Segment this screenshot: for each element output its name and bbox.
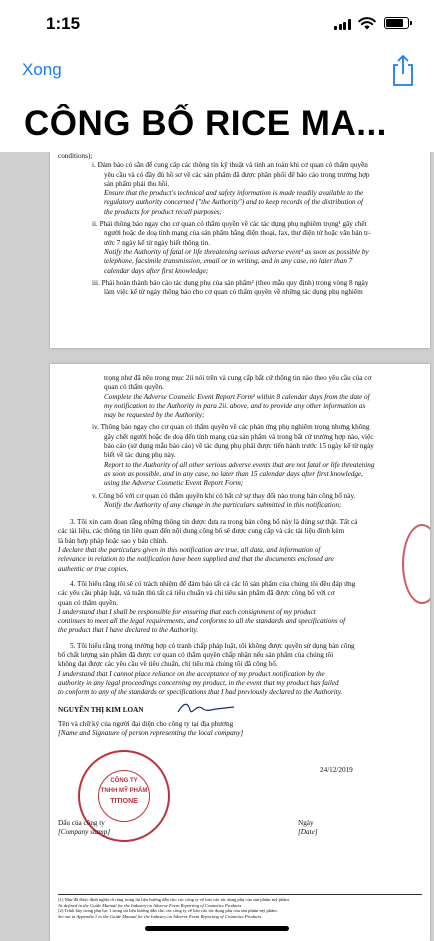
company-stamp-label: Dấu của công ty xyxy=(58,818,105,827)
document-title: CÔNG BỐ RICE MA... xyxy=(24,104,387,143)
stamp-text: TITIONE xyxy=(110,797,138,805)
clause-iii-line: iii. Phải hoàn thành báo cáo tác dụng phụ của sản phẩm² (theo mẫu quy định) trong vòng 8 ngày xyxy=(92,278,369,287)
clause-iv-line: báo cáo (sử dụng mẫu báo cáo) về tác dụng phụ phải được tiến hành trước 15 ngày kể từ ngày xyxy=(104,442,374,451)
section-5-en-line: to conform to any of the standards or specifications that I had previously declared to the Authority. xyxy=(58,688,343,697)
intro-en-line: may be requested by the Authority; xyxy=(104,411,205,420)
clause-iii-line: làm việc kể từ ngày thông báo cho cơ quan có thẩm quyền về những tác dụng phụ nghiêm xyxy=(104,288,363,297)
clause-v-en-line: Notify the Authority of any change in the particulars submitted in this notification; xyxy=(104,500,342,509)
document-page-2 xyxy=(50,364,430,941)
clause-ii-en-line: telephone, facsimile transmission, email or in writing, and in any case, no later than 7 xyxy=(104,257,353,266)
stamp-text: TNHH MỸ PHẨM xyxy=(100,787,148,794)
share-icon[interactable] xyxy=(390,54,416,88)
section-3-line: 3. Tôi xin cam đoan rằng những thông tin được đưa ra trong bản công bố này là đúng sự thật. Tất cả xyxy=(70,518,358,527)
document-viewer[interactable] xyxy=(0,152,434,941)
footnote-line: (1) Như đã được định nghĩa rõ ràng trong tài liệu hướng dẫn cho các công ty về báo cáo tác dụng phụ của sản phẩm mỹ phẩm. xyxy=(58,897,290,902)
clause-ii-en-line: Notify the Authority of fatal or life threatening serious adverse event¹ as soon as possible by xyxy=(104,247,369,256)
section-5-en-line: I understand that I cannot place reliance on the acceptance of my product notification by the xyxy=(58,669,325,678)
clause-iv-line: biết về tác dụng phụ này. xyxy=(104,451,176,460)
date-label: Ngày xyxy=(298,818,314,827)
done-button[interactable]: Xong xyxy=(22,60,62,79)
clause-ii-line: ii. Phải thông báo ngay cho cơ quan có thẩm quyền về các tác dụng phụ nghiêm trọng¹ gây chết xyxy=(92,220,367,229)
signer-name: NGUYỄN THỊ KIM LOAN xyxy=(58,705,144,714)
footnote-line: Set out in Appendix 1 to the Guide Manual for the Industry on Adverse Event Reporting of Cosmetics Products. xyxy=(58,913,263,919)
section-3-en-line: authentic or true copies. xyxy=(58,564,129,573)
wifi-icon xyxy=(358,16,376,30)
footnote-line: As defined in the Guide Manual for the Industry on Adverse Event Reporting of Cosmetics Products. xyxy=(58,902,243,908)
signer-label: Tên và chữ ký của người đại diện cho công ty tại địa phương xyxy=(58,719,234,728)
section-4-line: quan có thẩm quyền. xyxy=(58,598,118,607)
clause-ii-line: ước 7 ngày kể từ ngày biết thông tin. xyxy=(104,238,211,247)
clause-ii-en-line: calendar days after first knowledge; xyxy=(104,266,209,275)
clause-i-en-line: regulatory authority concerned ("the Authority") and to keep records of the distribution of xyxy=(104,198,364,207)
company-stamp-label-en: [Company stamp] xyxy=(58,827,111,836)
battery-level xyxy=(386,19,403,27)
clause-iv-en-line: Report to the Authority of all other serious adverse events that are not fatal or life threatening xyxy=(104,460,375,469)
date-label-en: [Date] xyxy=(298,827,318,836)
intro-line: quan có thẩm quyền. xyxy=(104,383,164,392)
clause-iv-line: iv. Thông báo ngay cho cơ quan có thẩm quyền về các phản ứng phụ nghiêm trọng nhưng không xyxy=(92,423,370,432)
clause-iv-en-line: as soon as possible, and in any case, no later than 15 calendar days after first knowledge, xyxy=(104,469,363,478)
section-4-line: 4. Tôi hiểu rằng tôi sẽ có trách nhiệm để đảm bảo tất cả các lô sản phẩm của chúng tôi đều đáp ứng xyxy=(70,579,356,588)
intro-en-line: my notification to the Authority in para 2ii. above, and to provide any other information as xyxy=(104,401,366,410)
cellular-signal-icon xyxy=(334,19,352,30)
section-5-line: bố chất lượng sản phẩm đã được cơ quan có thẩm quyền chấp nhận nếu sản phẩm của chúng tôi xyxy=(58,651,334,660)
intro-en-line: Complete the Adverse Cosmetic Event Report Form² within 8 calendar days from the date of xyxy=(104,392,370,401)
status-bar xyxy=(0,0,434,44)
clause-v-line: v. Công bố với cơ quan có thẩm quyền khi có bất cứ sự thay đổi nào trong bản công bố này. xyxy=(92,491,356,500)
section-4-line: các yêu cầu pháp luật, và tuân thủ tất cả tiêu chuẩn và chỉ tiêu sản phẩm đã được công bố với cơ xyxy=(58,589,335,598)
section-4-en-line: the product that I have declared to the Authority. xyxy=(58,626,199,635)
section-4-en-line: I understand that I shall be responsible for ensuring that each consignment of my product xyxy=(58,607,316,616)
clause-i-en-line: the products for product recall purposes; xyxy=(104,207,222,216)
clause-i-line: yêu cầu và có đầy đủ hồ sơ về các sản phẩm đã được phân phối để báo cáo trong trường hợp xyxy=(104,170,370,179)
clause-i-en-line: Ensure that the product's technical and safety information is made readily available to the xyxy=(104,189,364,198)
clause-ii-line: người hoặc đe doạ tính mạng của sản phẩm bằng điện thoại, fax, thư điện tử hoặc văn bản tr- xyxy=(104,229,371,238)
home-indicator[interactable] xyxy=(145,926,289,931)
clause-iv-line: gây chết người hoặc đe doạ đến tính mạng của sản phẩm và trong bất cứ trường hợp nào, việc xyxy=(104,432,374,441)
document-date: 24/12/2019 xyxy=(320,765,353,774)
section-4-en-line: continues to meet all the legal requirements, and conforms to all the standards and specifications of xyxy=(58,617,346,626)
document-page-1 xyxy=(50,152,430,348)
footnote-line: (2) Trình bày trong phụ lục 1 trong tài liệu hướng dẫn cho các công ty về báo cáo tác dụng phụ của sản phẩm mỹ phẩm. xyxy=(58,908,278,914)
battery-icon xyxy=(384,17,409,29)
signer-label-en: [Name and Signature of person representing the local company] xyxy=(58,728,244,737)
nav-bar xyxy=(0,44,434,96)
signature-block xyxy=(58,704,422,854)
section-5-line: không đạt được các yêu cầu về tiêu chuẩn, chỉ tiêu mà chúng tôi đã công bố. xyxy=(58,660,278,669)
section-5-en-line: authority in any legal proceedings concerning my product, in the event that my product has failed xyxy=(58,678,339,687)
section-3-en-line: relevance in relation to the notification have been supplied and that the documents enclosed are xyxy=(58,555,334,564)
section-3-en-line: I declare that the particulars given in this notification are true, all data, and information of xyxy=(58,546,321,555)
clause-i-line: sản phẩm phải thu hồi. xyxy=(104,179,170,188)
clause-i-line: i. Đảm bảo có sẵn để cung cấp các thông tin kỹ thuật và tính an toàn khi cơ quan có thẩm quyền xyxy=(92,161,368,170)
clause-iv-en-line: using the Adverse Cosmetic Event Report Form; xyxy=(104,479,244,488)
section-3-line: là bản hợp pháp hoặc sao y bản chính. xyxy=(58,536,168,545)
footnotes xyxy=(58,894,422,919)
intro-line: trọng như đã nêu trong mục 2ii nói trên và cung cấp bất cứ thông tin nào theo yêu cầu của cơ xyxy=(104,374,372,382)
stamp-text: CÔNG TY xyxy=(110,777,138,784)
fragment-text: conditions); xyxy=(58,152,93,160)
signature-mark xyxy=(176,700,236,718)
section-5-line: 5. Tôi hiểu rằng trong trường hợp có tranh chấp pháp luật, tôi không được quyền sử dụng bản công xyxy=(70,641,355,650)
status-time: 1:15 xyxy=(46,14,81,33)
section-3-line: các tài liệu, các thông tin liên quan đến nội dung công bố sẽ được cung cấp và các tài liệu đính kèm xyxy=(58,527,345,536)
